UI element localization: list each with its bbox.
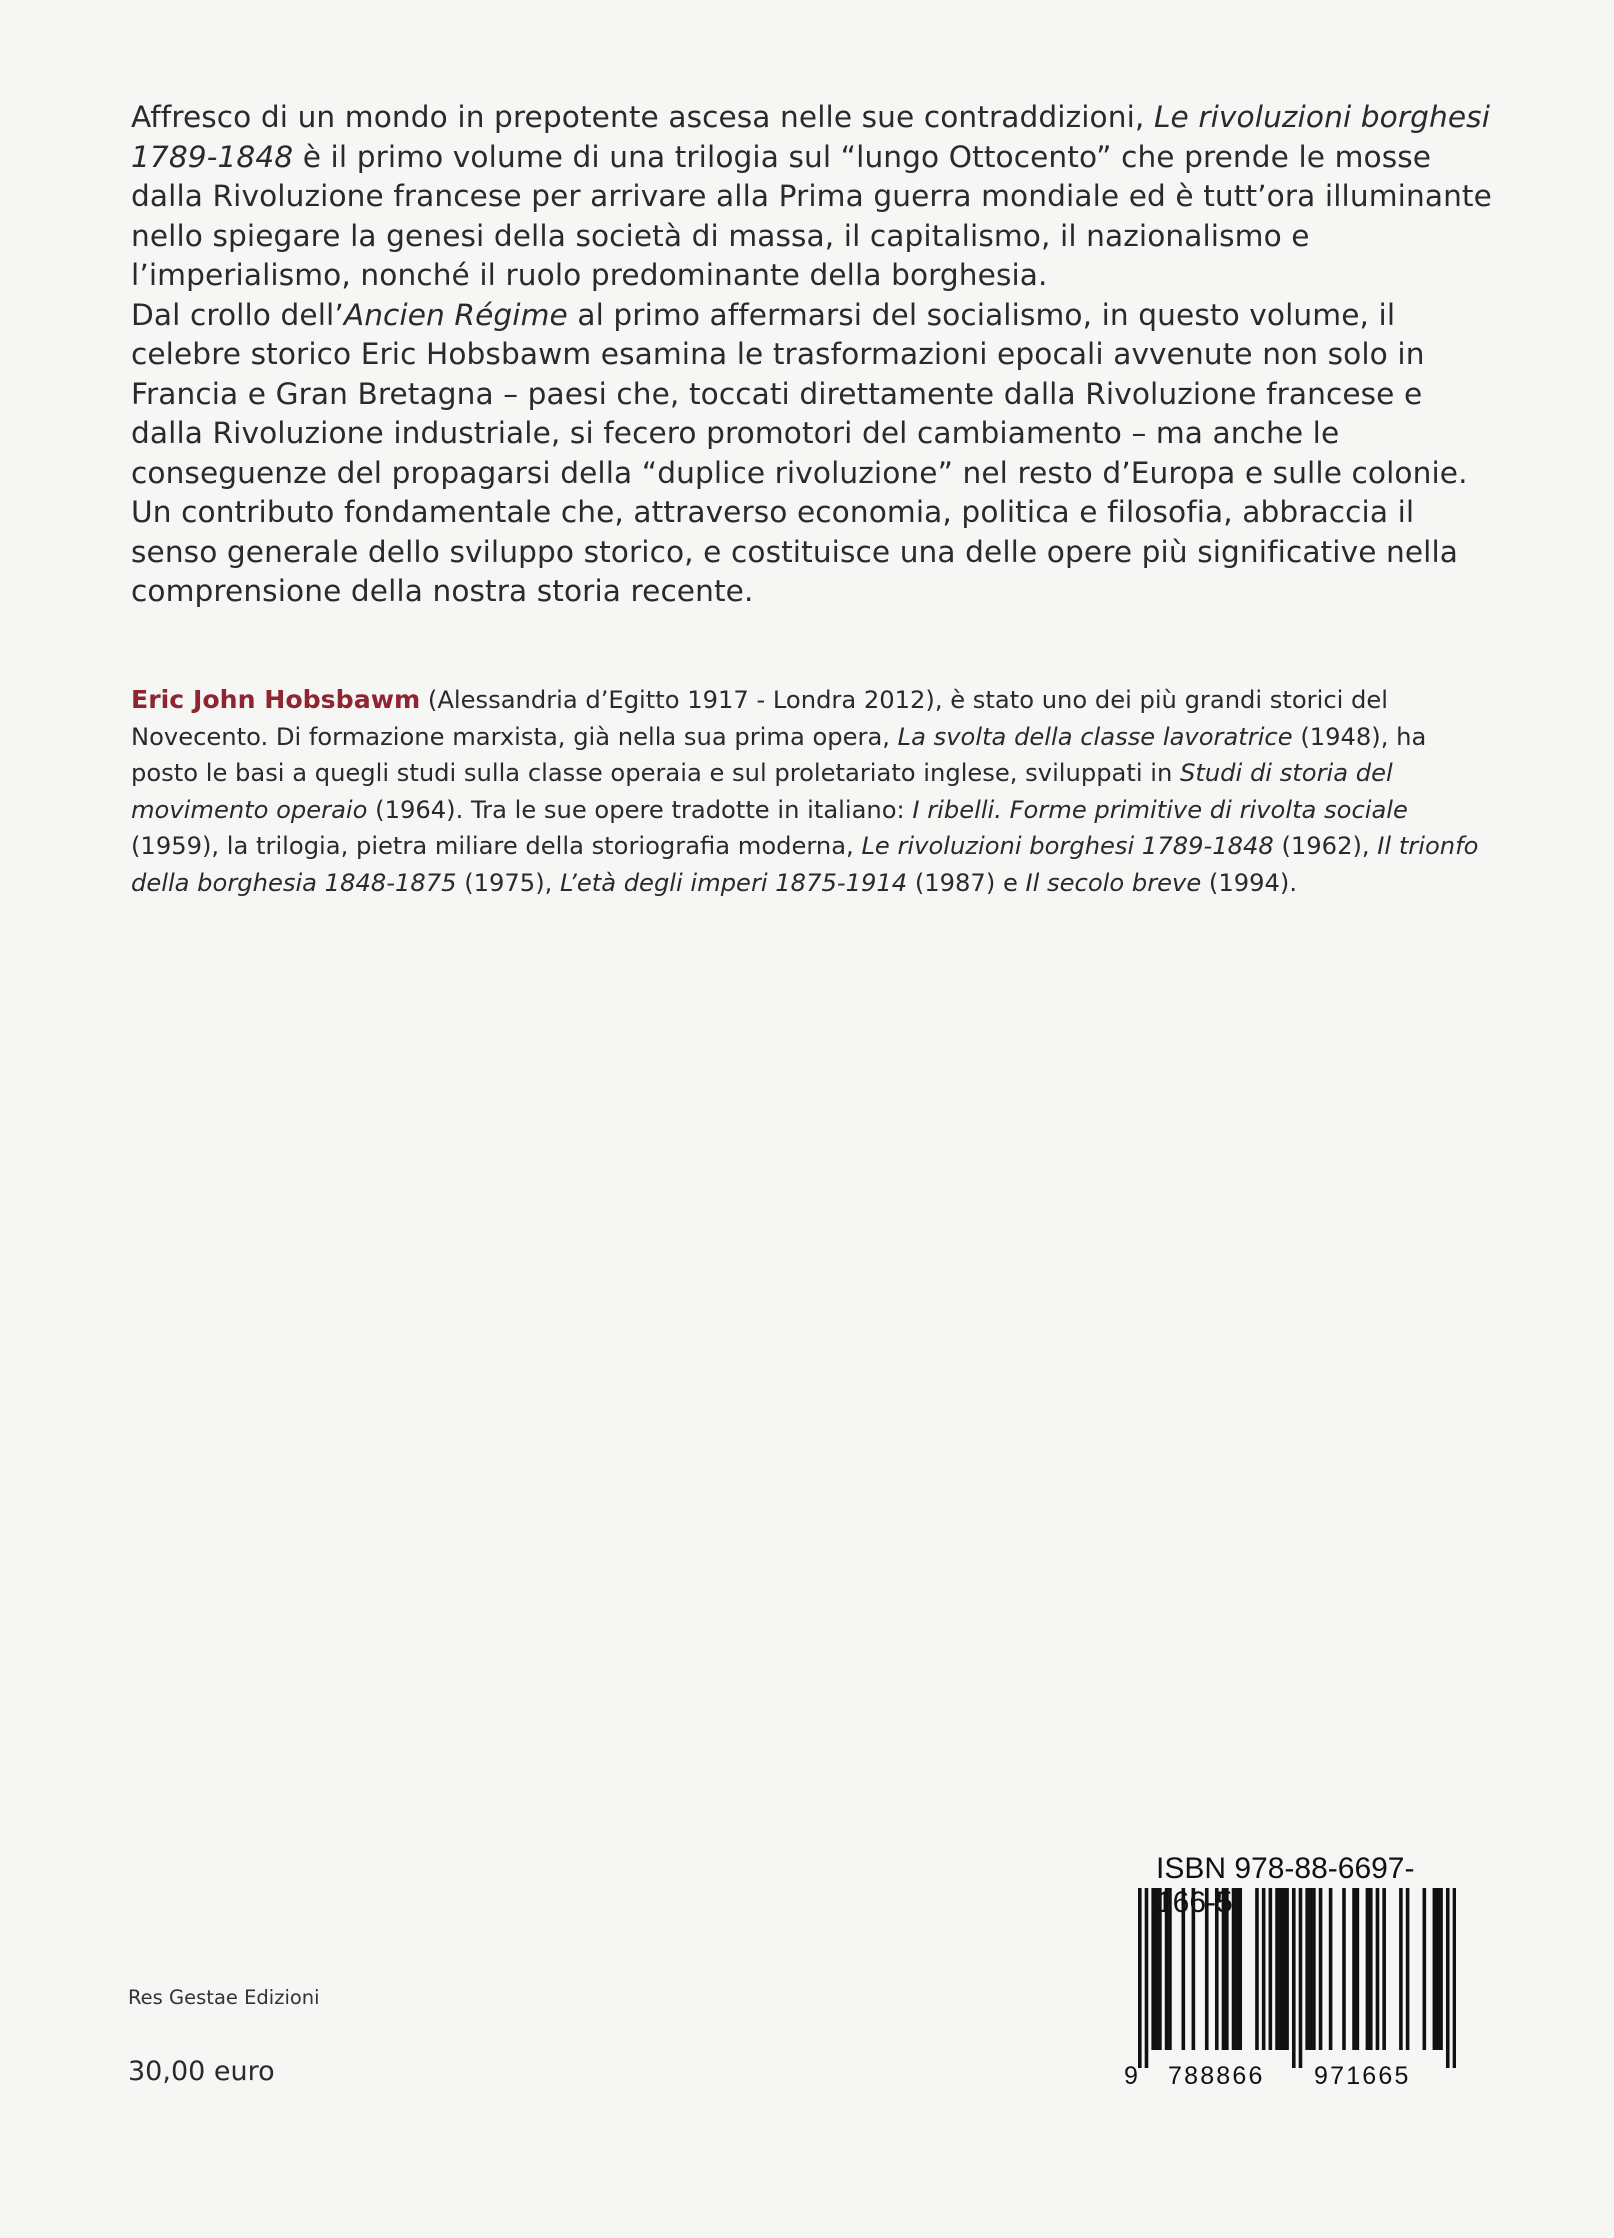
italic-title: Studi di storia del movimento operaio bbox=[131, 759, 1393, 824]
italic-title: Il trionfo della borghesia 1848-1875 bbox=[131, 832, 1479, 897]
barcode-bar-40 bbox=[1433, 1888, 1437, 2050]
barcode-bar-17 bbox=[1262, 1888, 1266, 2050]
barcode-bar-2 bbox=[1151, 1888, 1155, 2050]
barcode-bar-0 bbox=[1138, 1888, 1142, 2068]
barcode-bar-9 bbox=[1205, 1888, 1209, 2050]
barcode-bar-23 bbox=[1292, 1888, 1296, 2068]
barcode-bar-13 bbox=[1232, 1888, 1236, 2050]
author-bio-text bbox=[131, 686, 1478, 897]
barcode-bar-16 bbox=[1255, 1888, 1259, 2050]
text-run: Affresco di un mondo in prepotente ascesa nelle sue contraddizioni, bbox=[131, 100, 1154, 134]
barcode-bar-37 bbox=[1399, 1888, 1403, 2050]
text-run: (1948), ha posto le basi a quegli studi sulla classe operaia e sul proletariato inglese, sviluppati in bbox=[131, 722, 1427, 787]
blurb-paragraph-1 bbox=[131, 98, 1501, 296]
barcode-bar-42 bbox=[1439, 1888, 1443, 2050]
barcode-bar-10 bbox=[1215, 1888, 1219, 2050]
barcode-bar-12 bbox=[1225, 1888, 1229, 2050]
text-run: Dal crollo dell’ bbox=[131, 297, 344, 332]
barcode-bar-1 bbox=[1145, 1888, 1149, 2068]
back-cover-blurb bbox=[131, 98, 1501, 612]
barcode-bar-7 bbox=[1182, 1888, 1186, 2050]
italic-title: Le rivoluzioni borghesi 1789-1848 bbox=[131, 100, 1491, 174]
barcode-bar-33 bbox=[1366, 1888, 1370, 2050]
publisher-name: Res Gestae Edizioni bbox=[128, 1986, 320, 2009]
barcode-bar-24 bbox=[1299, 1888, 1303, 2068]
barcode-bar-35 bbox=[1376, 1888, 1380, 2050]
price: 30,00 euro bbox=[128, 2056, 275, 2087]
text-run: (1959), la trilogia, pietra miliare della storiografia moderna, bbox=[131, 832, 862, 860]
barcode-bar-31 bbox=[1352, 1888, 1356, 2050]
barcode-bar-25 bbox=[1305, 1888, 1309, 2050]
barcode-bar-18 bbox=[1269, 1888, 1273, 2050]
barcode-bar-4 bbox=[1158, 1888, 1162, 2050]
italic-title: Ancien Régime bbox=[343, 297, 568, 332]
barcode-bar-36 bbox=[1382, 1888, 1386, 2050]
text-run: (1975), bbox=[456, 868, 561, 897]
blurb-paragraph-2 bbox=[131, 296, 1501, 612]
barcode-digit-first: 9 bbox=[1124, 2062, 1141, 2090]
barcode-bar-20 bbox=[1279, 1888, 1283, 2050]
barcode-bar-44 bbox=[1453, 1888, 1456, 2068]
barcode-bar-32 bbox=[1356, 1888, 1360, 2050]
isbn-label: ISBN 978-88-6697-166-5 bbox=[1156, 1852, 1415, 1919]
text-run: al primo affermarsi del socialismo, in questo volume, il celebre storico Eric Hobsbawm esamina le trasformazioni epocali avvenute non solo in Francia e Gran Bretagna – paesi che, toccati direttamente dalla Rivoluzione francese e dalla Rivoluzione industriale, si fecero promotori del cambiamento – ma anche le conseguenze del propagarsi della “duplice rivoluzione” nel resto d’Europa e sulle colonie. Un contributo fondamentale che, attraverso economia, politica e filosofia, abbraccia il senso generale dello sviluppo storico, e costituisce una delle opere più significative nella comprensione della nostra storia recente. bbox=[131, 297, 1468, 608]
barcode-bar-15 bbox=[1238, 1888, 1242, 2050]
text-run: è il primo volume di una trilogia sul “lungo Ottocento” che prende le mosse dalla Rivoluzione francese per arrivare alla Prima guerra mondiale ed è tutt’ora illuminante nello spiegare la genesi della società di massa, il capitalismo, il nazionalismo e l’imperialismo, nonché il ruolo predominante della borghesia. bbox=[131, 139, 1492, 292]
barcode-bar-3 bbox=[1155, 1888, 1159, 2050]
text-run: (1987) e bbox=[907, 868, 1026, 897]
author-bio bbox=[131, 682, 1491, 901]
barcode-bar-29 bbox=[1329, 1888, 1333, 2050]
barcode-bar-19 bbox=[1275, 1888, 1279, 2050]
author-name: Eric John Hobsbawm bbox=[131, 685, 421, 714]
italic-title: La svolta della classe lavoratrice bbox=[897, 722, 1293, 751]
barcode-digits-right: 971665 bbox=[1314, 2062, 1411, 2090]
barcode-bar-22 bbox=[1285, 1888, 1289, 2050]
barcode-bar-30 bbox=[1342, 1888, 1346, 2050]
barcode-bar-21 bbox=[1282, 1888, 1286, 2050]
barcode-bar-28 bbox=[1319, 1888, 1323, 2050]
barcode-bar-27 bbox=[1312, 1888, 1316, 2050]
barcode-bar-43 bbox=[1446, 1888, 1450, 2068]
barcode-bar-14 bbox=[1235, 1888, 1239, 2050]
italic-title: L’età degli imperi 1875-1914 bbox=[560, 868, 908, 897]
barcode-digits-left: 788866 bbox=[1168, 2062, 1265, 2090]
barcode-bar-38 bbox=[1406, 1888, 1410, 2050]
italic-title: I ribelli. Forme primitive di rivolta sociale bbox=[912, 795, 1408, 824]
text-run: (Alessandria d’Egitto 1917 - Londra 2012), è stato uno dei più grandi storici del Novecento. Di formazione marxista, già nella sua prima opera, bbox=[131, 686, 1388, 751]
barcode-bar-8 bbox=[1192, 1888, 1196, 2050]
barcode-bar-26 bbox=[1309, 1888, 1313, 2050]
barcode-bar-11 bbox=[1222, 1888, 1226, 2050]
barcode-bar-5 bbox=[1165, 1888, 1169, 2050]
text-run: (1962), bbox=[1273, 832, 1378, 860]
barcode-bar-34 bbox=[1369, 1888, 1373, 2050]
italic-title: Il secolo breve bbox=[1025, 868, 1202, 897]
text-run: (1994). bbox=[1201, 868, 1298, 897]
italic-title: Le rivoluzioni borghesi 1789-1848 bbox=[861, 832, 1274, 860]
isbn-barcode bbox=[1126, 1888, 1456, 2068]
text-run: (1964). Tra le sue opere tradotte in italiano: bbox=[367, 795, 913, 824]
barcode-bar-6 bbox=[1168, 1888, 1172, 2050]
barcode-bar-41 bbox=[1436, 1888, 1440, 2050]
barcode-bar-39 bbox=[1423, 1888, 1427, 2050]
